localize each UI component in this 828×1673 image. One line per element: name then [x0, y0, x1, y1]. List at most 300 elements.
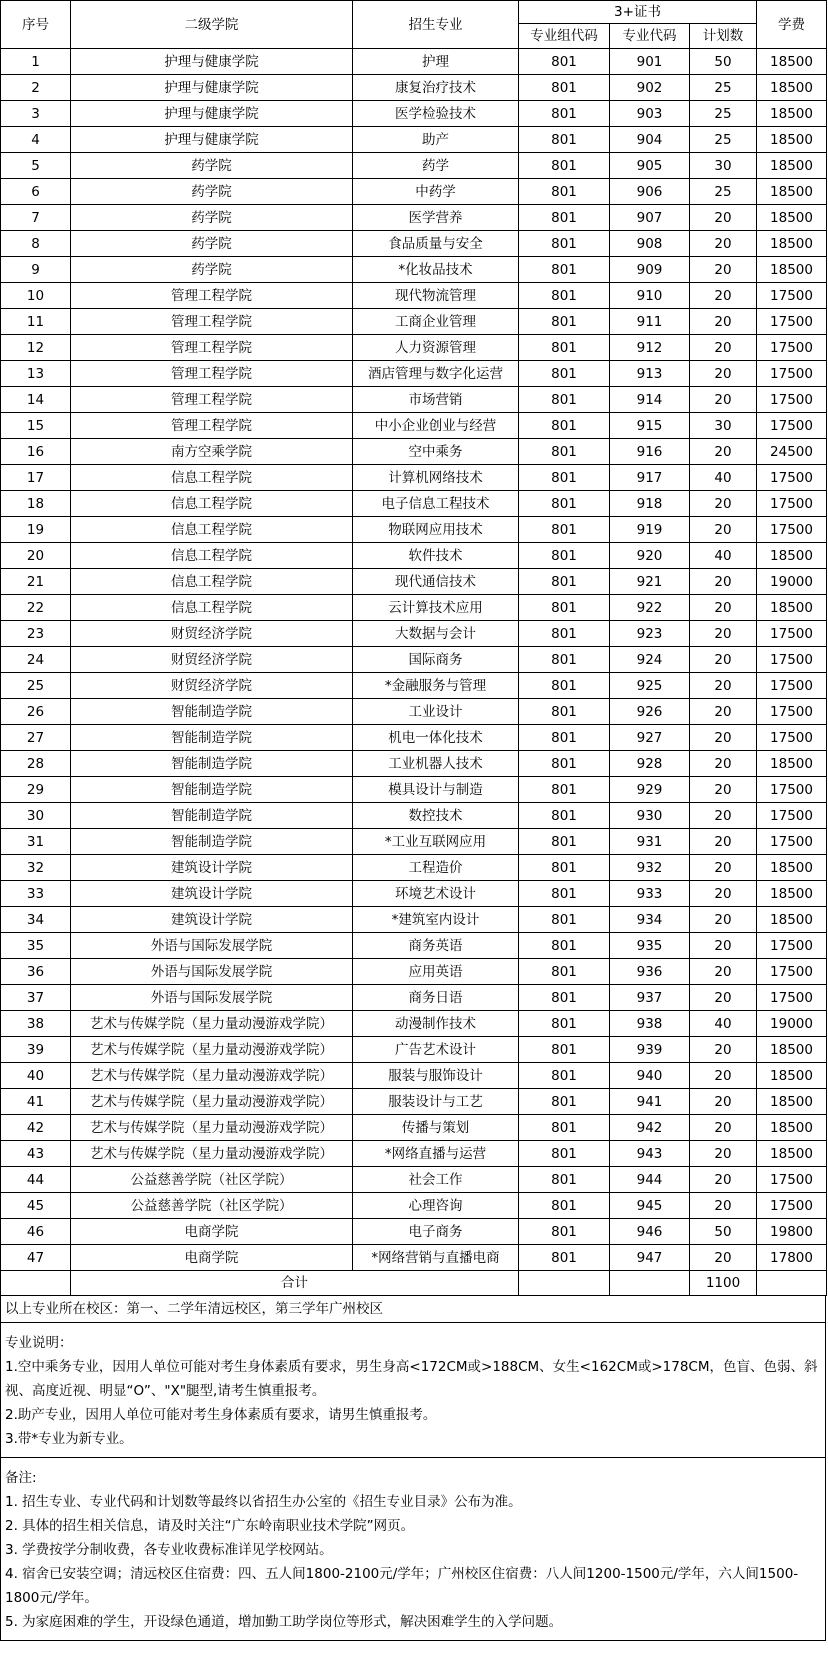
- fee-cell: 17500: [757, 491, 827, 517]
- group-code-cell: 801: [519, 907, 610, 933]
- fee-cell: 17500: [757, 361, 827, 387]
- group-code-cell: 801: [519, 179, 610, 205]
- major-code-cell: 917: [610, 465, 690, 491]
- major-cell: 工商企业管理: [353, 309, 519, 335]
- major-code-cell: 945: [610, 1193, 690, 1219]
- major-notes: [1, 1322, 825, 1457]
- major-code-cell: 943: [610, 1141, 690, 1167]
- college-cell: 外语与国际发展学院: [71, 985, 353, 1011]
- college-cell: 管理工程学院: [71, 309, 353, 335]
- seq-cell: 29: [1, 777, 71, 803]
- plan-cell: 30: [690, 413, 757, 439]
- seq-cell: 1: [1, 49, 71, 75]
- table-row: [1, 647, 827, 673]
- major-code-cell: 939: [610, 1037, 690, 1063]
- fee-cell: 18500: [757, 751, 827, 777]
- total-empty-cell: [610, 1271, 690, 1296]
- major-code-cell: 905: [610, 153, 690, 179]
- plan-cell: 20: [690, 907, 757, 933]
- major-cell: 云计算技术应用: [353, 595, 519, 621]
- college-cell: 智能制造学院: [71, 829, 353, 855]
- fee-cell: 17500: [757, 699, 827, 725]
- plan-cell: 20: [690, 803, 757, 829]
- college-cell: 信息工程学院: [71, 517, 353, 543]
- fee-cell: 18500: [757, 595, 827, 621]
- major-code-cell: 944: [610, 1167, 690, 1193]
- group-code-cell: 801: [519, 101, 610, 127]
- major-code-cell: 946: [610, 1219, 690, 1245]
- seq-cell: 36: [1, 959, 71, 985]
- fee-cell: 18500: [757, 1037, 827, 1063]
- plan-cell: 20: [690, 881, 757, 907]
- group-code-cell: 801: [519, 1115, 610, 1141]
- major-code-cell: 933: [610, 881, 690, 907]
- group-code-cell: 801: [519, 75, 610, 101]
- college-cell: 南方空乘学院: [71, 439, 353, 465]
- plan-cell: 20: [690, 1193, 757, 1219]
- major-code-cell: 907: [610, 205, 690, 231]
- college-cell: 智能制造学院: [71, 751, 353, 777]
- major-cell: 商务英语: [353, 933, 519, 959]
- college-cell: 管理工程学院: [71, 335, 353, 361]
- table-row: [1, 75, 827, 101]
- major-cell: *网络直播与运营: [353, 1141, 519, 1167]
- group-code-cell: 801: [519, 959, 610, 985]
- plan-cell: 40: [690, 465, 757, 491]
- table-row: [1, 413, 827, 439]
- seq-cell: 6: [1, 179, 71, 205]
- major-code-cell: 931: [610, 829, 690, 855]
- major-code-cell: 908: [610, 231, 690, 257]
- fee-cell: 17500: [757, 985, 827, 1011]
- group-code-cell: 801: [519, 153, 610, 179]
- major-code-cell: 909: [610, 257, 690, 283]
- plan-cell: 20: [690, 309, 757, 335]
- remark-item: 1. 招生专业、专业代码和计划数等最终以省招生办公室的《招生专业目录》公布为准。: [5, 1494, 522, 1510]
- table-row: [1, 153, 827, 179]
- major-code-cell: 914: [610, 387, 690, 413]
- total-plan: 1100: [690, 1271, 757, 1296]
- major-note-item: 2.助产专业，因用人单位可能对考生身体素质有要求，请男生慎重报考。: [5, 1407, 437, 1423]
- major-code-cell: 940: [610, 1063, 690, 1089]
- fee-cell: 18500: [757, 153, 827, 179]
- table-row: [1, 257, 827, 283]
- college-cell: 电商学院: [71, 1245, 353, 1271]
- college-cell: 信息工程学院: [71, 569, 353, 595]
- major-code-cell: 903: [610, 101, 690, 127]
- major-cell: 康复治疗技术: [353, 75, 519, 101]
- college-cell: 药学院: [71, 231, 353, 257]
- group-code-cell: 801: [519, 491, 610, 517]
- seq-cell: 5: [1, 153, 71, 179]
- fee-cell: 18500: [757, 49, 827, 75]
- table-row: [1, 569, 827, 595]
- major-cell: 空中乘务: [353, 439, 519, 465]
- fee-cell: 18500: [757, 205, 827, 231]
- major-code-cell: 916: [610, 439, 690, 465]
- group-code-cell: 801: [519, 725, 610, 751]
- seq-cell: 2: [1, 75, 71, 101]
- table-row: [1, 491, 827, 517]
- college-cell: 建筑设计学院: [71, 881, 353, 907]
- college-cell: 药学院: [71, 179, 353, 205]
- major-cell: 药学: [353, 153, 519, 179]
- major-cell: 护理: [353, 49, 519, 75]
- college-cell: 建筑设计学院: [71, 907, 353, 933]
- major-code-cell: 920: [610, 543, 690, 569]
- fee-cell: 18500: [757, 257, 827, 283]
- major-code-cell: 941: [610, 1089, 690, 1115]
- major-code-cell: 926: [610, 699, 690, 725]
- seq-cell: 21: [1, 569, 71, 595]
- group-code-cell: 801: [519, 465, 610, 491]
- table-body: [1, 49, 827, 1271]
- remark-item: 4. 宿舍已安装空调；清远校区住宿费：四、五人间1800-2100元/学年；广州校区住宿费：八人间1200-1500元/学年，六人间1500-1800元/学年。: [5, 1566, 799, 1606]
- seq-cell: 24: [1, 647, 71, 673]
- table-row: [1, 777, 827, 803]
- major-code-cell: 919: [610, 517, 690, 543]
- plan-cell: 40: [690, 543, 757, 569]
- plan-cell: 50: [690, 49, 757, 75]
- table-row: [1, 803, 827, 829]
- fee-cell: 17500: [757, 673, 827, 699]
- plan-cell: 50: [690, 1219, 757, 1245]
- major-code-cell: 938: [610, 1011, 690, 1037]
- fee-cell: 17500: [757, 725, 827, 751]
- table-row: [1, 309, 827, 335]
- college-cell: 管理工程学院: [71, 413, 353, 439]
- seq-cell: 18: [1, 491, 71, 517]
- plan-cell: 20: [690, 361, 757, 387]
- plan-cell: 20: [690, 673, 757, 699]
- major-code-cell: 901: [610, 49, 690, 75]
- table-row: [1, 1245, 827, 1271]
- plan-cell: 20: [690, 1115, 757, 1141]
- plan-cell: 20: [690, 777, 757, 803]
- table-row: [1, 543, 827, 569]
- plan-cell: 25: [690, 179, 757, 205]
- group-code-cell: 801: [519, 1167, 610, 1193]
- major-notes-list: [5, 1355, 821, 1451]
- plan-cell: 20: [690, 621, 757, 647]
- fee-cell: 18500: [757, 907, 827, 933]
- college-cell: 艺术与传媒学院（星力量动漫游戏学院）: [71, 1011, 353, 1037]
- group-code-cell: 801: [519, 1219, 610, 1245]
- seq-cell: 20: [1, 543, 71, 569]
- major-cell: 计算机网络技术: [353, 465, 519, 491]
- plan-cell: 20: [690, 751, 757, 777]
- fee-cell: 17500: [757, 335, 827, 361]
- fee-cell: 18500: [757, 231, 827, 257]
- fee-cell: 17500: [757, 1193, 827, 1219]
- seq-cell: 26: [1, 699, 71, 725]
- major-code-cell: 932: [610, 855, 690, 881]
- table-row: [1, 907, 827, 933]
- total-row: [1, 1271, 827, 1296]
- table-row: [1, 387, 827, 413]
- table-row: [1, 959, 827, 985]
- major-cell: *工业互联网应用: [353, 829, 519, 855]
- fee-cell: 17500: [757, 413, 827, 439]
- group-code-cell: 801: [519, 387, 610, 413]
- fee-cell: 17500: [757, 517, 827, 543]
- seq-cell: 28: [1, 751, 71, 777]
- plan-cell: 20: [690, 491, 757, 517]
- college-cell: 公益慈善学院（社区学院）: [71, 1167, 353, 1193]
- major-code-cell: 925: [610, 673, 690, 699]
- group-code-cell: 801: [519, 309, 610, 335]
- plan-cell: 20: [690, 1167, 757, 1193]
- seq-cell: 14: [1, 387, 71, 413]
- table-row: [1, 1219, 827, 1245]
- major-cell: 广告艺术设计: [353, 1037, 519, 1063]
- group-code-cell: 801: [519, 569, 610, 595]
- seq-cell: 4: [1, 127, 71, 153]
- fee-cell: 18500: [757, 855, 827, 881]
- group-code-cell: 801: [519, 1089, 610, 1115]
- fee-cell: 18500: [757, 1115, 827, 1141]
- plan-cell: 20: [690, 283, 757, 309]
- group-code-cell: 801: [519, 413, 610, 439]
- plan-cell: 25: [690, 101, 757, 127]
- seq-cell: 12: [1, 335, 71, 361]
- plan-cell: 40: [690, 1011, 757, 1037]
- plan-cell: 20: [690, 699, 757, 725]
- group-code-cell: 801: [519, 283, 610, 309]
- fee-cell: 18500: [757, 1089, 827, 1115]
- table-row: [1, 621, 827, 647]
- seq-cell: 47: [1, 1245, 71, 1271]
- group-code-cell: 801: [519, 257, 610, 283]
- table-row: [1, 1115, 827, 1141]
- plan-cell: 20: [690, 569, 757, 595]
- fee-cell: 19800: [757, 1219, 827, 1245]
- group-code-cell: 801: [519, 777, 610, 803]
- college-cell: 智能制造学院: [71, 725, 353, 751]
- seq-cell: 7: [1, 205, 71, 231]
- group-code-cell: 801: [519, 361, 610, 387]
- seq-cell: 15: [1, 413, 71, 439]
- total-label: 合计: [71, 1271, 519, 1296]
- fee-cell: 17500: [757, 1167, 827, 1193]
- header-college: 二级学院: [71, 1, 353, 49]
- major-cell: *化妆品技术: [353, 257, 519, 283]
- seq-cell: 45: [1, 1193, 71, 1219]
- header-fee: 学费: [757, 1, 827, 49]
- plan-cell: 20: [690, 647, 757, 673]
- major-code-cell: 947: [610, 1245, 690, 1271]
- fee-cell: 17500: [757, 283, 827, 309]
- fee-cell: 17500: [757, 621, 827, 647]
- table-row: [1, 1193, 827, 1219]
- fee-cell: 17500: [757, 465, 827, 491]
- seq-cell: 39: [1, 1037, 71, 1063]
- major-code-cell: 937: [610, 985, 690, 1011]
- major-cell: 市场营销: [353, 387, 519, 413]
- plan-cell: 20: [690, 1063, 757, 1089]
- major-code-cell: 924: [610, 647, 690, 673]
- group-code-cell: 801: [519, 543, 610, 569]
- seq-cell: 41: [1, 1089, 71, 1115]
- seq-cell: 46: [1, 1219, 71, 1245]
- group-code-cell: 801: [519, 647, 610, 673]
- fee-cell: 18500: [757, 1063, 827, 1089]
- table-row: [1, 1011, 827, 1037]
- fee-cell: 17500: [757, 829, 827, 855]
- major-note-item: 1.空中乘务专业，因用人单位可能对考生身体素质有要求，男生身高<172CM或>188CM、女生<162CM或>178CM，色盲、色弱、斜视、高度近视、明显“O”、"X"腿型,请考生慎重报考。: [5, 1359, 818, 1399]
- seq-cell: 9: [1, 257, 71, 283]
- table-row: [1, 725, 827, 751]
- plan-cell: 20: [690, 595, 757, 621]
- seq-cell: 43: [1, 1141, 71, 1167]
- remarks: [1, 1457, 825, 1640]
- campus-note: 以上专业所在校区：第一、二学年清远校区，第三学年广州校区: [5, 1301, 383, 1317]
- plan-cell: 20: [690, 985, 757, 1011]
- group-code-cell: 801: [519, 335, 610, 361]
- table-row: [1, 1063, 827, 1089]
- table-row: [1, 127, 827, 153]
- college-cell: 药学院: [71, 257, 353, 283]
- fee-cell: 24500: [757, 439, 827, 465]
- remark-item: 3. 学费按学分制收费，各专业收费标准详见学校网站。: [5, 1542, 333, 1558]
- fee-cell: 17500: [757, 647, 827, 673]
- college-cell: 信息工程学院: [71, 465, 353, 491]
- fee-cell: 17500: [757, 309, 827, 335]
- plan-cell: 30: [690, 153, 757, 179]
- major-cell: 应用英语: [353, 959, 519, 985]
- table-row: [1, 933, 827, 959]
- seq-cell: 11: [1, 309, 71, 335]
- major-cell: 服装与服饰设计: [353, 1063, 519, 1089]
- group-code-cell: 801: [519, 1193, 610, 1219]
- college-cell: 电商学院: [71, 1219, 353, 1245]
- group-code-cell: 801: [519, 829, 610, 855]
- major-notes-title: 专业说明：: [5, 1335, 73, 1351]
- seq-cell: 8: [1, 231, 71, 257]
- seq-cell: 17: [1, 465, 71, 491]
- college-cell: 智能制造学院: [71, 777, 353, 803]
- major-cell: 大数据与会计: [353, 621, 519, 647]
- major-cell: 软件技术: [353, 543, 519, 569]
- college-cell: 艺术与传媒学院（星力量动漫游戏学院）: [71, 1141, 353, 1167]
- fee-cell: 17500: [757, 777, 827, 803]
- major-code-cell: 923: [610, 621, 690, 647]
- major-code-cell: 912: [610, 335, 690, 361]
- major-cell: 现代物流管理: [353, 283, 519, 309]
- group-code-cell: 801: [519, 881, 610, 907]
- total-empty-cell: [757, 1271, 827, 1296]
- group-code-cell: 801: [519, 49, 610, 75]
- major-code-cell: 904: [610, 127, 690, 153]
- group-code-cell: 801: [519, 231, 610, 257]
- fee-cell: 19000: [757, 569, 827, 595]
- fee-cell: 18500: [757, 543, 827, 569]
- table-row: [1, 985, 827, 1011]
- college-cell: 管理工程学院: [71, 387, 353, 413]
- fee-cell: 18500: [757, 881, 827, 907]
- total-empty-cell: [519, 1271, 610, 1296]
- college-cell: 外语与国际发展学院: [71, 933, 353, 959]
- major-cell: 食品质量与安全: [353, 231, 519, 257]
- plan-cell: 20: [690, 933, 757, 959]
- major-cell: *金融服务与管理: [353, 673, 519, 699]
- header-plan: 计划数: [690, 24, 757, 49]
- plan-cell: 20: [690, 1245, 757, 1271]
- major-code-cell: 910: [610, 283, 690, 309]
- header-major-code: 专业代码: [610, 24, 690, 49]
- group-code-cell: 801: [519, 205, 610, 231]
- plan-cell: 20: [690, 725, 757, 751]
- college-cell: 艺术与传媒学院（星力量动漫游戏学院）: [71, 1089, 353, 1115]
- plan-cell: 20: [690, 517, 757, 543]
- college-cell: 药学院: [71, 205, 353, 231]
- group-code-cell: 801: [519, 751, 610, 777]
- header-row: [1, 1, 827, 24]
- college-cell: 艺术与传媒学院（星力量动漫游戏学院）: [71, 1037, 353, 1063]
- major-cell: 工程造价: [353, 855, 519, 881]
- major-cell: 服装设计与工艺: [353, 1089, 519, 1115]
- plan-cell: 20: [690, 855, 757, 881]
- table-row: [1, 699, 827, 725]
- group-code-cell: 801: [519, 595, 610, 621]
- major-code-cell: 911: [610, 309, 690, 335]
- seq-cell: 10: [1, 283, 71, 309]
- seq-cell: 22: [1, 595, 71, 621]
- remark-item: 2. 具体的招生相关信息，请及时关注“广东岭南职业技术学院”网页。: [5, 1518, 415, 1534]
- major-code-cell: 915: [610, 413, 690, 439]
- group-code-cell: 801: [519, 1063, 610, 1089]
- table-row: [1, 1167, 827, 1193]
- major-cell: *网络营销与直播电商: [353, 1245, 519, 1271]
- table-row: [1, 231, 827, 257]
- major-cell: 酒店管理与数字化运营: [353, 361, 519, 387]
- major-code-cell: 934: [610, 907, 690, 933]
- group-code-cell: 801: [519, 855, 610, 881]
- fee-cell: 17500: [757, 387, 827, 413]
- group-code-cell: 801: [519, 621, 610, 647]
- seq-cell: 31: [1, 829, 71, 855]
- table-row: [1, 283, 827, 309]
- header-group: 3+证书: [519, 1, 757, 24]
- plan-cell: 20: [690, 439, 757, 465]
- college-cell: 艺术与传媒学院（星力量动漫游戏学院）: [71, 1063, 353, 1089]
- fee-cell: 18500: [757, 75, 827, 101]
- college-cell: 护理与健康学院: [71, 101, 353, 127]
- table-row: [1, 465, 827, 491]
- group-code-cell: 801: [519, 1037, 610, 1063]
- college-cell: 护理与健康学院: [71, 75, 353, 101]
- seq-cell: 16: [1, 439, 71, 465]
- seq-cell: 38: [1, 1011, 71, 1037]
- college-cell: 财贸经济学院: [71, 647, 353, 673]
- header-major: 招生专业: [353, 1, 519, 49]
- college-cell: 财贸经济学院: [71, 621, 353, 647]
- major-cell: *建筑室内设计: [353, 907, 519, 933]
- major-cell: 商务日语: [353, 985, 519, 1011]
- college-cell: 药学院: [71, 153, 353, 179]
- seq-cell: 44: [1, 1167, 71, 1193]
- seq-cell: 30: [1, 803, 71, 829]
- major-cell: 现代通信技术: [353, 569, 519, 595]
- plan-cell: 20: [690, 1037, 757, 1063]
- college-cell: 护理与健康学院: [71, 49, 353, 75]
- seq-cell: 42: [1, 1115, 71, 1141]
- plan-cell: 20: [690, 257, 757, 283]
- major-cell: 物联网应用技术: [353, 517, 519, 543]
- fee-cell: 19000: [757, 1011, 827, 1037]
- major-code-cell: 936: [610, 959, 690, 985]
- table-row: [1, 439, 827, 465]
